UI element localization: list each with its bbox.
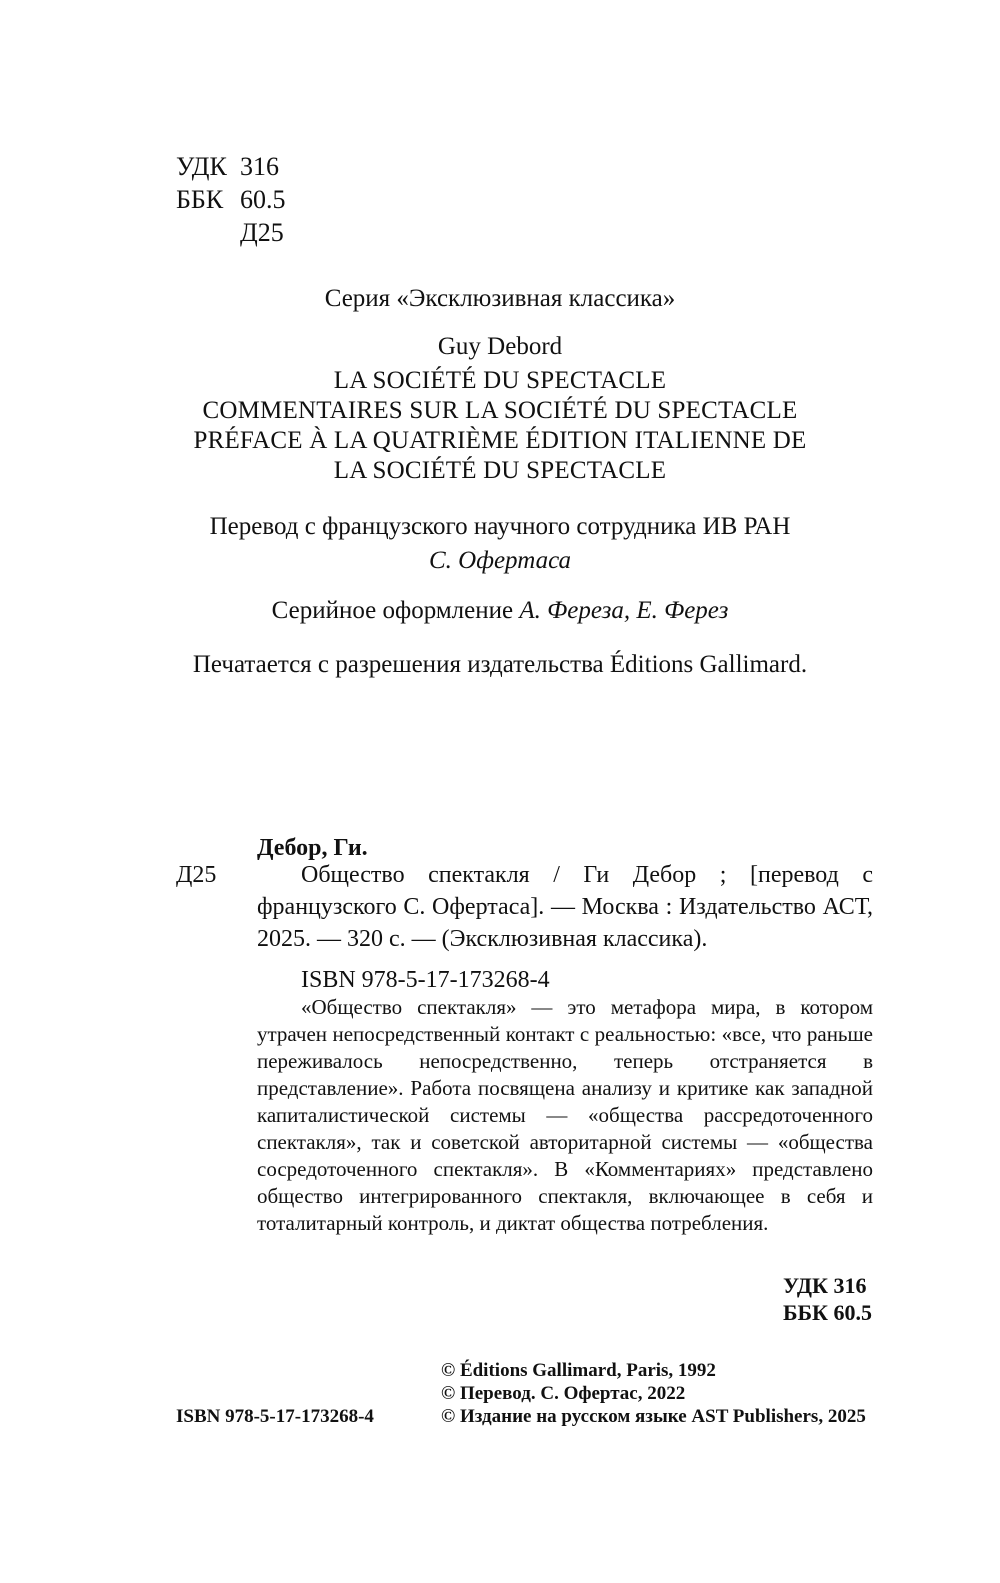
original-title-line: LA SOCIÉTÉ DU SPECTACLE [333,367,667,394]
translation-line: Перевод с французского научного сотрудника ИВ РАН [209,513,791,540]
bibliographic-isbn: ISBN 978-5-17-173268-4 [301,967,550,993]
bottom-udk: УДК 316 [782,1273,867,1298]
translation-credit [120,510,880,578]
udk-value: 316 [240,152,279,181]
copyright-block [441,1359,866,1428]
copyright-line: © Éditions Gallimard, Paris, 1992 [441,1360,716,1381]
bibliographic-description [257,859,873,955]
udk-label: УДК [176,152,227,181]
design-label: Серийное оформление [271,597,514,624]
original-titles [120,366,880,486]
author-mark: Д25 [240,218,284,247]
designer-names: А. Фереза, Е. Ферез [519,597,729,624]
original-title-line: LA SOCIÉTÉ DU SPECTACLE [333,457,667,484]
original-title-line: PRÉFACE À LA QUATRIÈME ÉDITION ITALIENNE DE [193,427,807,454]
bbk-row [176,183,286,216]
classification-codes [176,150,286,249]
original-author: Guy Debord [437,333,563,360]
bbk-value: 60.5 [240,185,286,214]
bottom-bbk: ББК 60.5 [782,1300,872,1325]
bottom-classification-codes [783,1272,872,1326]
translator-name: С. Офертаса [428,547,572,574]
isbn-bottom: ISBN 978-5-17-173268-4 [176,1406,374,1427]
bibliographic-description-text: Общество спектакля / Ги Дебор ; [перевод с французского С. Офертаса]. — Москва : Издательство АСТ, 2025. — 320 с. — (Эксклюзивная классика). [257,862,873,952]
permission-notice: Печатается с разрешения издательства Éditions Gallimard. [192,651,808,678]
copyright-line: © Издание на русском языке AST Publishers, 2025 [441,1406,866,1427]
udk-row [176,150,286,183]
bibliographic-author-mark: Д25 [176,862,217,888]
copyright-line: © Перевод. С. Офертас, 2022 [441,1383,686,1404]
bibliographic-author: Дебор, Ги. [257,835,368,861]
design-credit [120,594,880,628]
annotation-text: «Общество спектакля» — это метафора мира, в котором утрачен непосредственный контакт с реальностью: «все, что раньше переживалось непосредственно, теперь отстраняется в представление». Работа посвящена анализу и критике как западной капиталистической системы — «общества рассредоточенного спектакля», так и советской авторитарной системы — «общества сосредоточенного спектакля». В «Комментариях» представлено общество интегрированного спектакля, включающее в себя и тоталитарный контроль, и диктат общества потребления. [257,995,873,1235]
bbk-label: ББК [176,185,224,214]
series-title: Серия «Эксклюзивная классика» [324,285,676,312]
original-title-line: COMMENTAIRES SUR LA SOCIÉTÉ DU SPECTACLE [202,397,798,424]
